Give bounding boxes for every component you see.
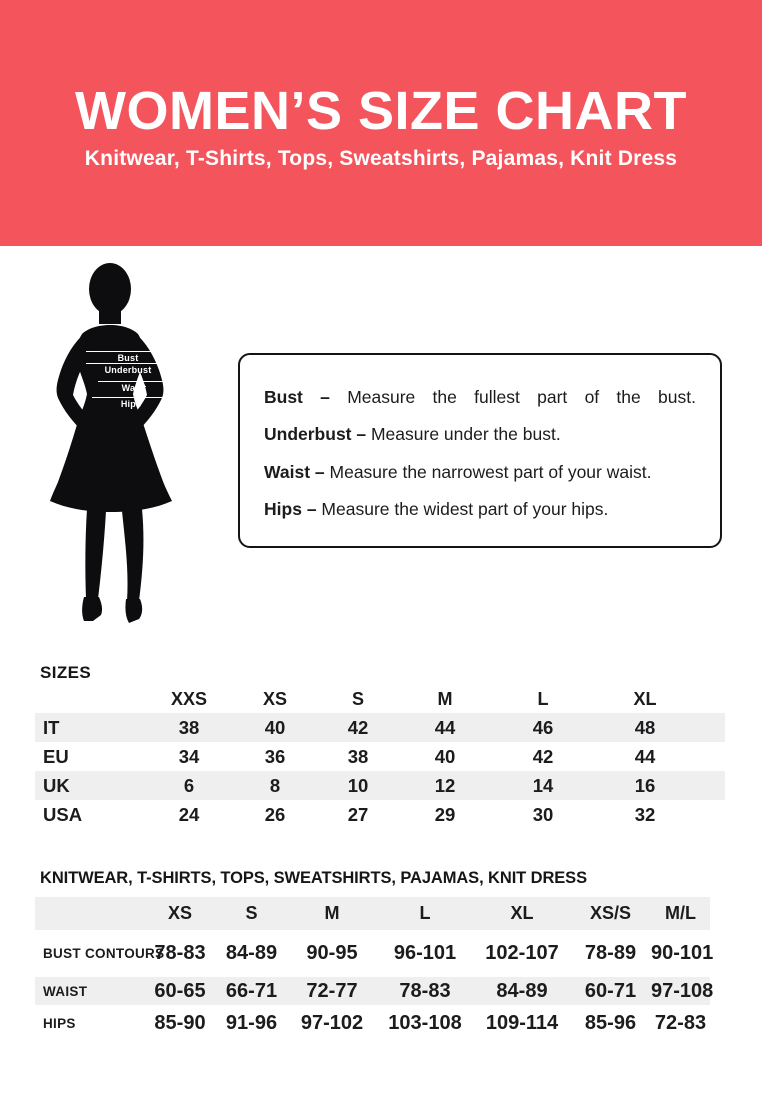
- instruction-text: Measure under the bust.: [370, 424, 561, 445]
- instruction-dash: –: [356, 424, 367, 445]
- column-header-s: S: [351, 689, 364, 709]
- cell-value: 8: [269, 774, 281, 796]
- measurement-figure: [40, 262, 200, 628]
- page-title: WOMEN’S SIZE CHART: [75, 81, 687, 141]
- cell-value: 78-83: [154, 942, 206, 964]
- instruction-dash: –: [320, 387, 330, 407]
- column-header-xs: XS: [262, 689, 287, 709]
- row-label: WAIST: [43, 983, 88, 999]
- cell-value: 6: [183, 774, 195, 796]
- column-header-xl: XL: [633, 689, 657, 709]
- instruction-text: Measure the narrowest part of your waist.: [329, 461, 652, 482]
- instruction-dash: –: [314, 461, 325, 482]
- row-label: BUST CONTOURS: [43, 946, 165, 961]
- table-row-uk: [35, 771, 725, 800]
- cell-value: 14: [532, 774, 554, 796]
- cell-value: 72-83: [654, 1012, 707, 1034]
- figure-label-underbust: Underbust: [86, 363, 170, 375]
- woman-silhouette-icon: [40, 262, 200, 628]
- cell-value: 32: [634, 803, 656, 825]
- row-label: EU: [43, 745, 69, 767]
- instruction-waist: [264, 454, 696, 491]
- cell-value: 44: [634, 745, 656, 767]
- page-subtitle: Knitwear, T-Shirts, Tops, Sweatshirts, Pajamas, Knit Dress: [84, 147, 678, 170]
- table-row-hips: [35, 1005, 710, 1042]
- column-header-l: L: [537, 689, 549, 709]
- table-row-usa: [35, 800, 725, 829]
- table-row-waist: [35, 977, 714, 1005]
- column-header-m-l: M/L: [665, 903, 696, 923]
- cell-value: 84-89: [225, 942, 278, 964]
- cell-value: 78-89: [584, 942, 637, 964]
- cell-value: 109-114: [485, 1012, 559, 1034]
- row-label: UK: [43, 774, 70, 796]
- instruction-underbust: [264, 416, 696, 453]
- measurement-instructions-box: [238, 353, 722, 548]
- instruction-hips: [264, 491, 696, 528]
- banner: [0, 0, 762, 246]
- cell-value: 46: [532, 716, 554, 738]
- column-header-xs: XS: [167, 903, 192, 923]
- cell-value: 12: [434, 774, 456, 796]
- table-row-it: [35, 713, 725, 742]
- cell-value: 40: [264, 716, 286, 738]
- cell-value: 97-108: [651, 979, 714, 1002]
- column-header-s: S: [245, 903, 258, 923]
- cell-value: 24: [178, 803, 200, 825]
- row-label: IT: [43, 716, 60, 738]
- cell-value: 36: [264, 745, 286, 767]
- cell-value: 30: [532, 803, 554, 825]
- garment-table-title: KNITWEAR, T-SHIRTS, TOPS, SWEATSHIRTS, PAJAMAS, KNIT DRESS: [40, 869, 587, 887]
- cell-value: 85-96: [584, 1012, 637, 1034]
- cell-value: 85-90: [154, 1012, 206, 1034]
- instruction-term: Hips: [264, 499, 302, 520]
- cell-value: 48: [634, 716, 656, 738]
- row-label: USA: [43, 803, 83, 825]
- sizes-table-title: SIZES: [40, 663, 92, 682]
- cell-value: 29: [434, 803, 456, 825]
- cell-value: 34: [178, 745, 200, 767]
- cell-value: 90-95: [306, 942, 358, 964]
- column-header-xs-s: XS/S: [589, 903, 632, 923]
- cell-value: 66-71: [225, 979, 278, 1002]
- cell-value: 97-102: [300, 1012, 364, 1034]
- cell-value: 91-96: [225, 1012, 278, 1034]
- figure-label-hips: Hips: [92, 397, 170, 409]
- cell-value: 60-65: [154, 979, 206, 1002]
- cell-value: 40: [434, 745, 456, 767]
- cell-value: 72-77: [306, 979, 358, 1002]
- cell-value: 38: [178, 716, 200, 738]
- column-header-xxs: XXS: [170, 689, 208, 709]
- instruction-bust: [264, 379, 696, 416]
- cell-value: 90-101: [651, 942, 714, 964]
- cell-value: 42: [347, 716, 369, 738]
- instruction-dash: –: [306, 499, 317, 520]
- cell-value: 38: [347, 745, 369, 767]
- column-header-xl: XL: [510, 903, 534, 923]
- sizes-header-row: [35, 686, 725, 713]
- cell-value: 78-83: [399, 979, 451, 1002]
- column-header-m: M: [324, 903, 340, 923]
- instruction-term: Underbust: [264, 424, 352, 445]
- cell-value: 16: [634, 774, 656, 796]
- cell-value: 103-108: [388, 1012, 462, 1034]
- instruction-text: Measure the widest part of your hips.: [321, 499, 609, 520]
- instruction-term: Waist: [264, 461, 311, 482]
- cell-value: 42: [532, 745, 554, 767]
- garment-header-row: [35, 897, 710, 930]
- column-header-m: M: [437, 689, 453, 709]
- cell-value: 84-89: [496, 979, 548, 1002]
- table-row-eu: [35, 742, 725, 771]
- cell-value: 27: [347, 803, 369, 825]
- column-header-l: L: [419, 903, 431, 923]
- sizes-table: [35, 686, 725, 829]
- cell-value: 96-101: [393, 942, 457, 964]
- instruction-text: Measure the fullest part of the bust.: [347, 387, 696, 407]
- cell-value: 102-107: [485, 942, 559, 964]
- cell-value: 44: [434, 716, 456, 738]
- cell-value: 10: [347, 774, 369, 796]
- instruction-term: Bust: [264, 387, 303, 407]
- table-row-bust-contours: [35, 930, 714, 977]
- row-label: HIPS: [43, 1016, 76, 1031]
- figure-label-bust: Bust: [86, 351, 170, 363]
- garment-table: [35, 897, 714, 1042]
- figure-label-waist: Waist: [98, 381, 170, 393]
- cell-value: 60-71: [584, 979, 637, 1002]
- cell-value: 26: [264, 803, 286, 825]
